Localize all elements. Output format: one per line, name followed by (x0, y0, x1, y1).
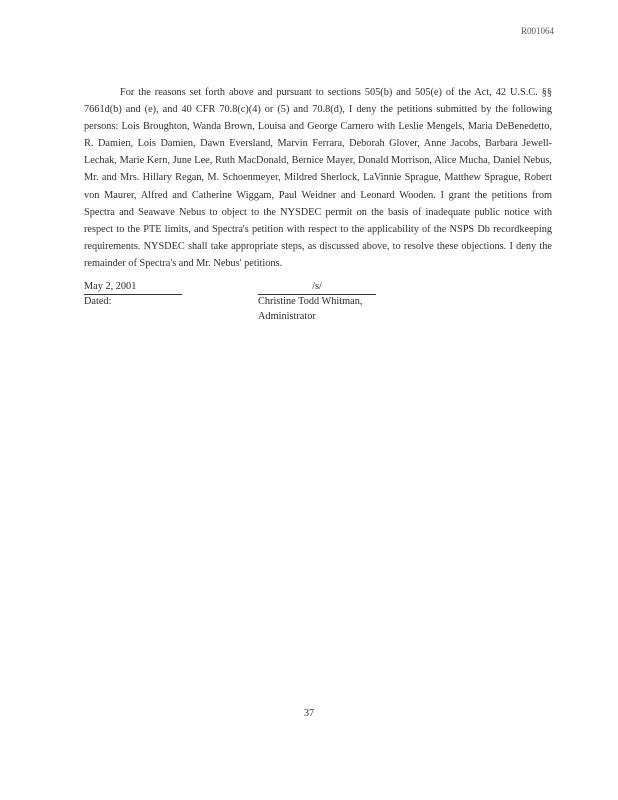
document-id: R001064 (520, 26, 554, 36)
signature-line: /s/ (258, 280, 376, 295)
signatory-name: Christine Todd Whitman, (258, 296, 363, 307)
signature-date: May 2, 2001 (84, 280, 182, 295)
signatory-title: Administrator (258, 311, 316, 322)
body-paragraph: For the reasons set forth above and pursuant to sections 505(b) and 505(e) of the Act, 42 U.S.C. §§ 7661d(b) and (e), and 40 CFR 70.8(c)(4) or (5) and 70.8(d), I deny the petitions submitted by the following persons: Lois Broughton, Wanda Brown, Louisa and George Carnero with Leslie Mengels, Maria DeBenedetto, R. Damien, Lois Damien, Dawn Eversland, Marvin Ferrara, Deborah Glover, Anne Jacobs, Barbara Jewell-Lechak, Marie Kern, June Lee, Ruth MacDonald, Bernice Mayer, Donald Morrison, Alice Mucha, Daniel Nebus, Mr. and Mrs. Hillary Regan, M. Schoenmeyer, Mildred Sherlock, LaVinnie Sprague, Matthew Sprague, Robert von Maurer, Alfred and Catherine Wiggam, Paul Weidner and Leonard Wooden. I grant the petitions from Spectra and Seawave Nebus to object to the NYSDEC permit on the basis of inadequate public notice with respect to the PTE limits, and Spectra's petition with respect to the applicability of the NSPS Db recordkeeping requirements. NYSDEC shall take appropriate steps, as discussed above, to resolve these objections. I deny the remainder of Spectra's and Mr. Nebus' petitions. (84, 87, 552, 269)
page-number: 37 (303, 708, 315, 719)
date-label: Dated: (84, 296, 112, 307)
